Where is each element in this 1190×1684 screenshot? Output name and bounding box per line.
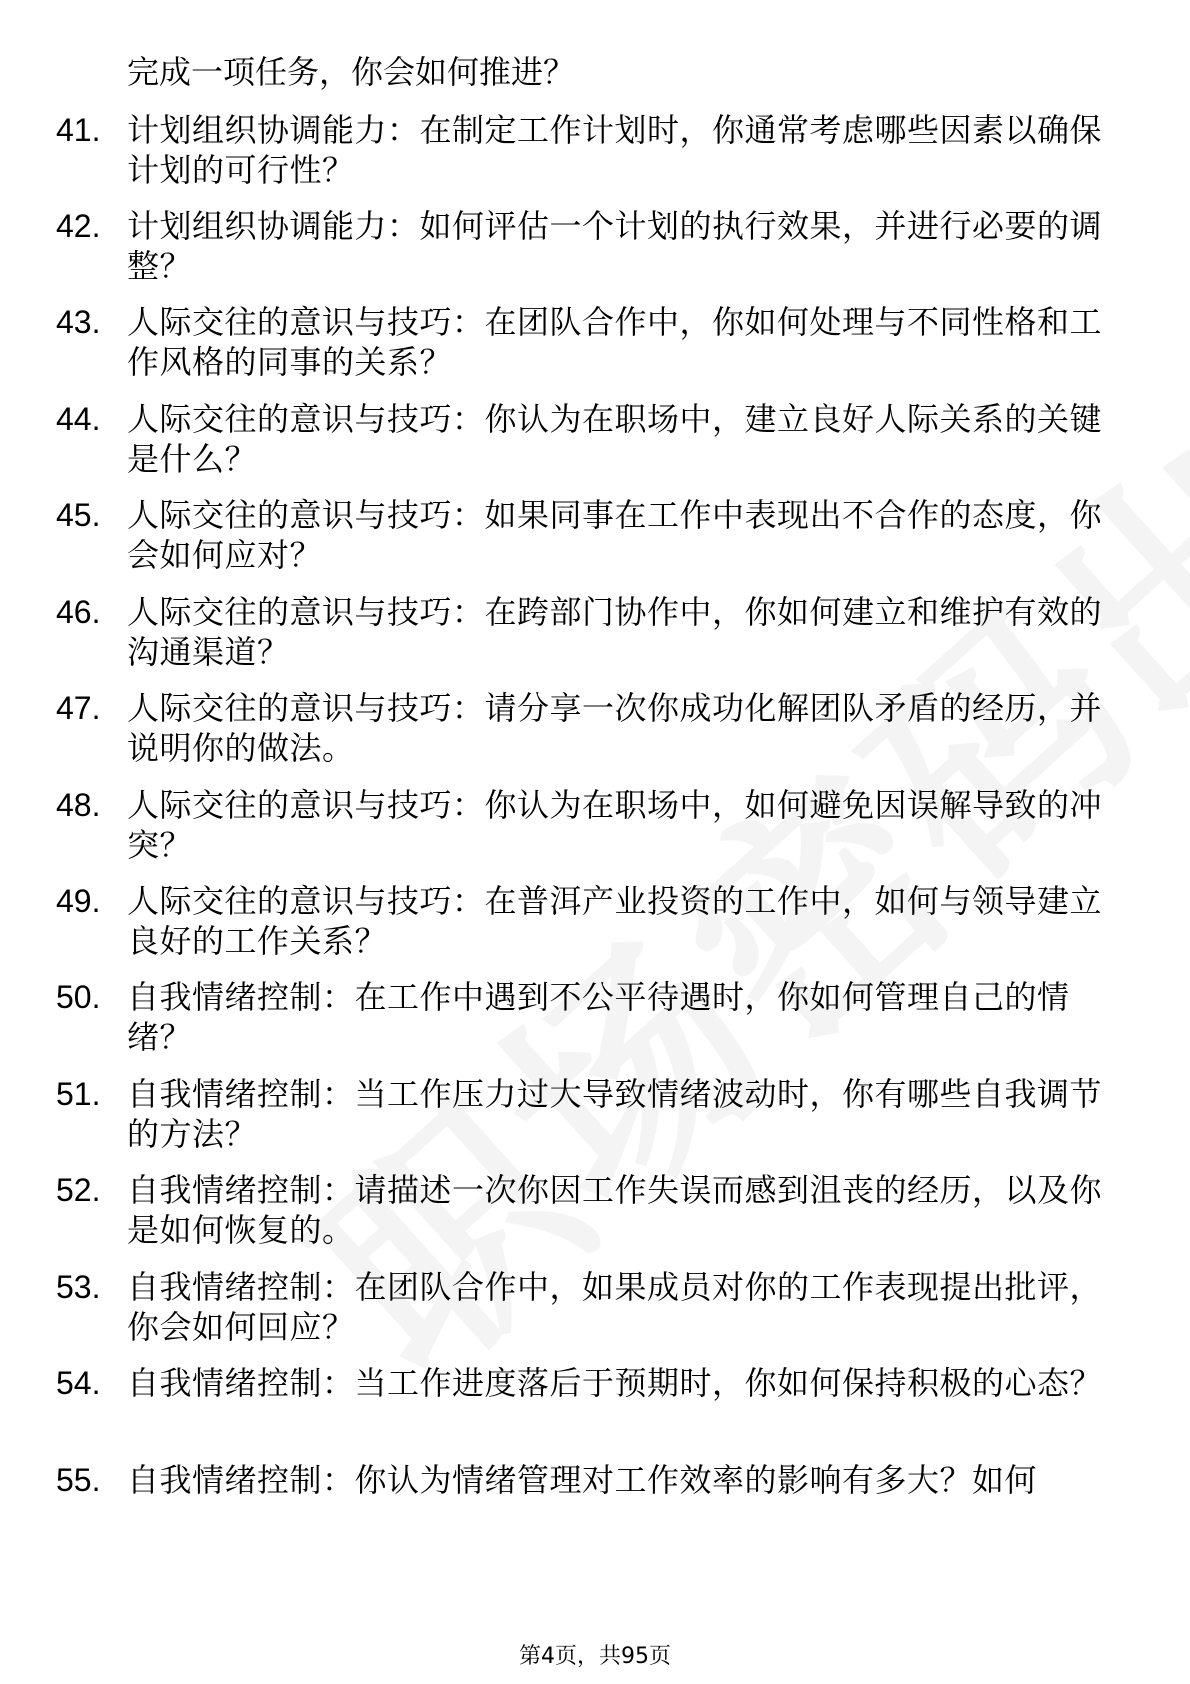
item-text: 自我情绪控制：当工作进度落后于预期时，你如何保持积极的心态？ [127, 1364, 1103, 1402]
item-number: 42. [56, 208, 101, 244]
item-number: 49. [56, 883, 101, 919]
item-text: 自我情绪控制：当工作压力过大导致情绪波动时，你有哪些自我调节的方法？ [127, 1075, 1103, 1153]
item-number: 41. [56, 112, 101, 148]
item-text: 自我情绪控制：在工作中遇到不公平待遇时，你如何管理自己的情绪？ [127, 978, 1070, 1056]
page-footer: 第4页，共95页 [519, 1644, 671, 1669]
continuation-text: 完成一项任务，你会如何推进？ [127, 53, 576, 91]
item-number: 44. [56, 401, 101, 437]
item-text: 人际交往的意识与技巧：你认为在职场中，建立良好人际关系的关键是什么？ [127, 400, 1103, 478]
item-text: 计划组织协调能力：在制定工作计划时，你通常考虑哪些因素以确保计划的可行性？ [127, 111, 1103, 189]
item-text: 计划组织协调能力：如何评估一个计划的执行效果，并进行必要的调整？ [127, 207, 1103, 285]
item-text: 自我情绪控制：你认为情绪管理对工作效率的影响有多大？如何 [127, 1461, 1038, 1499]
item-number: 43. [56, 304, 101, 340]
item-text: 人际交往的意识与技巧：你认为在职场中，如何避免因误解导致的冲突？ [127, 786, 1103, 864]
item-number: 47. [56, 690, 101, 726]
item-number: 55. [56, 1462, 101, 1498]
item-number: 46. [56, 594, 101, 630]
item-text: 人际交往的意识与技巧：在普洱产业投资的工作中，如何与领导建立良好的工作关系？ [127, 882, 1103, 960]
item-number: 45. [56, 497, 101, 533]
item-number: 53. [56, 1269, 101, 1305]
item-text: 自我情绪控制：请描述一次你因工作失误而感到沮丧的经历，以及你是如何恢复的。 [127, 1171, 1103, 1249]
item-number: 50. [56, 979, 101, 1015]
item-text: 人际交往的意识与技巧：在跨部门协作中，你如何建立和维护有效的沟通渠道？ [127, 593, 1103, 671]
item-number: 52. [56, 1172, 101, 1208]
item-text: 人际交往的意识与技巧：在团队合作中，你如何处理与不同性格和工作风格的同事的关系？ [127, 303, 1103, 381]
item-number: 54. [56, 1365, 101, 1401]
item-text: 人际交往的意识与技巧：请分享一次你成功化解团队矛盾的经历，并说明你的做法。 [127, 689, 1103, 767]
item-text: 自我情绪控制：在团队合作中，如果成员对你的工作表现提出批评，你会如何回应？ [127, 1268, 1103, 1346]
item-text: 人际交往的意识与技巧：如果同事在工作中表现出不合作的态度，你会如何应对？ [127, 496, 1103, 574]
item-number: 51. [56, 1076, 101, 1112]
item-number: 48. [56, 787, 101, 823]
